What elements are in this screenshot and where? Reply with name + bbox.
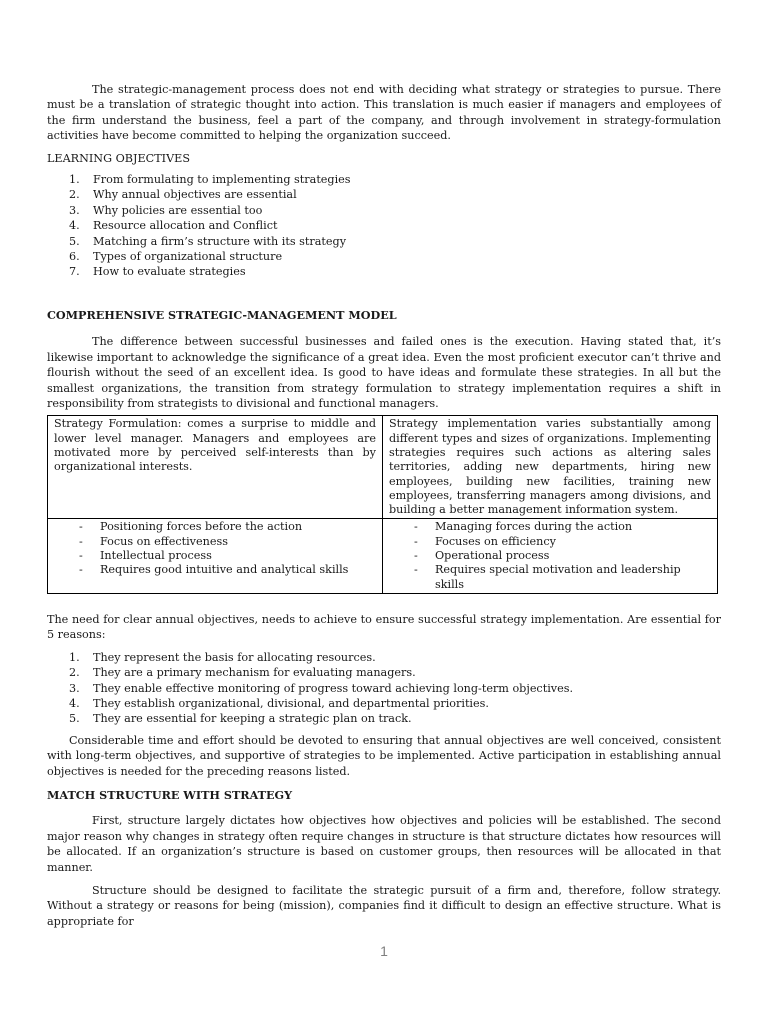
list-item [47,218,721,233]
list-item [389,535,711,549]
list-text: Operational process [435,548,550,562]
dash-bullet: - [79,520,83,534]
list-item [47,696,721,711]
list-text: Requires good intuitive and analytical skills [100,563,349,577]
list-number: 1. [69,650,80,664]
list-text: They are essential for keeping a strategic plan on track. [93,712,412,726]
list-text: Types of organizational structure [93,250,283,264]
list-text: Focuses on efficiency [435,534,556,548]
list-item [54,535,376,549]
list-item [47,203,721,218]
table-row [48,416,718,519]
table-row [48,519,718,593]
list-item [47,650,721,665]
list-item [47,249,721,264]
list-text: They enable effective monitoring of progress toward achieving long-term objectives. [93,681,574,695]
list-number: 5. [69,712,80,726]
list-number: 2. [69,188,80,202]
list-item [47,264,721,279]
list-number: 2. [69,666,80,680]
implementation-points [389,520,711,591]
formulation-points [54,520,376,577]
list-text: Positioning forces before the action [100,520,303,534]
dash-bullet: - [414,563,418,577]
list-item [47,187,721,202]
match-section-paragraph-1: First, structure largely dictates how objectives how objectives and policies will be established. The second major reason why changes in strategy often require changes in structure is that structure dictates how resources will be allocated. If an organization’s structure is based on customer groups, then resources will be allocated in that manner. [47,814,721,874]
list-text: They represent the basis for allocating resources. [93,650,376,664]
match-section-heading: MATCH STRUCTURE WITH STRATEGY [47,787,293,802]
list-item [54,520,376,534]
list-item [47,172,721,187]
list-number: 3. [69,681,80,695]
list-number: 3. [69,203,80,217]
list-text: They are a primary mechanism for evaluating managers. [93,666,416,680]
list-number: 4. [69,219,80,233]
dash-bullet: - [79,534,83,548]
list-text: Why annual objectives are essential [93,188,297,202]
list-item [389,520,711,534]
list-text: How to evaluate strategies [93,265,246,279]
annual-objectives-intro: The need for clear annual objectives, needs to achieve to ensure successful strategy implementation. Are essential for 5 reasons: [47,612,721,642]
list-text: Matching a firm’s structure with its strategy [93,234,347,248]
list-number: 6. [69,250,80,264]
dash-bullet: - [414,534,418,548]
list-text: Why policies are essential too [93,203,263,217]
list-number: 4. [69,696,80,710]
list-number: 7. [69,265,80,279]
formulation-description: Strategy Formulation: comes a surprise to middle and lower level manager. Managers and employees are motivated more by perceived self-interests than by organizational interests. [54,417,376,474]
dash-bullet: - [79,548,83,562]
list-item [47,234,721,249]
learning-objectives-title: LEARNING OBJECTIVES [47,151,190,165]
implementation-description: Strategy implementation varies substantially among different types and sizes of organizations. Implementing strategies requires such actions as altering sales territories, adding new departments, hiring new employees, building new facilities, training new employees, transferring managers among divisions, and building a better management information system. [389,417,711,517]
list-item [389,549,711,563]
dash-bullet: - [414,548,418,562]
list-item [47,665,721,680]
match-section-paragraph-2: Structure should be designed to facilitate the strategic pursuit of a firm and, therefore, follow strategy. Without a strategy or reasons for being (mission), companies find it difficult to design an effective structure. What is appropriate for [47,883,721,928]
intro-paragraph: The strategic-management process does not end with deciding what strategy or strategies to pursue. There must be a translation of strategic thought into action. This translation is much easier if managers and employees of the firm understand the business, feel a part of the company, and through involvement in strategy-formulation activities have become committed to helping the organization succeed. [47,83,721,143]
list-item [47,681,721,696]
list-text: Managing forces during the action [435,520,633,534]
model-section-paragraph: The difference between successful businesses and failed ones is the execution. Having stated that, it’s likewise important to acknowledge the significance of a great idea. Even the most proficient executor can’t thrive and flourish without the seed of an excellent idea. Is good to have ideas and formulate these strategies. In all but the smallest organizations, the transition from strategy formulation to strategy implementation requires a shift in responsibility from strategists to divisional and functional managers. [47,335,721,410]
list-text: Resource allocation and Conflict [93,219,278,233]
list-text: Requires special motivation and leadership skills [435,563,681,591]
list-item [54,563,376,577]
list-text: Intellectual process [100,548,212,562]
implementation-points-cell [383,519,718,593]
model-section-heading: COMPREHENSIVE STRATEGIC-MANAGEMENT MODEL [47,307,397,322]
reasons-list [47,650,721,727]
list-text: They establish organizational, divisional, and departmental priorities. [93,696,489,710]
list-text: Focus on effectiveness [100,534,228,548]
list-item [54,549,376,563]
page-number: 1 [380,943,388,959]
implementation-description-cell [383,416,718,519]
learning-objectives-list [47,172,721,280]
dash-bullet: - [79,563,83,577]
formulation-points-cell [48,519,383,593]
annual-objectives-closing: Considerable time and effort should be devoted to ensuring that annual objectives are well conceived, consistent with long-term objectives, and supportive of strategies to be implemented. Active participation in establishing annual objectives is needed for the preceding reasons listed. [47,733,721,778]
list-number: 5. [69,234,80,248]
list-item [389,563,711,592]
list-number: 1. [69,173,80,187]
dash-bullet: - [414,520,418,534]
list-text: From formulating to implementing strategies [93,173,351,187]
formulation-description-cell [48,416,383,519]
list-item [47,711,721,726]
formulation-implementation-table [47,415,718,594]
